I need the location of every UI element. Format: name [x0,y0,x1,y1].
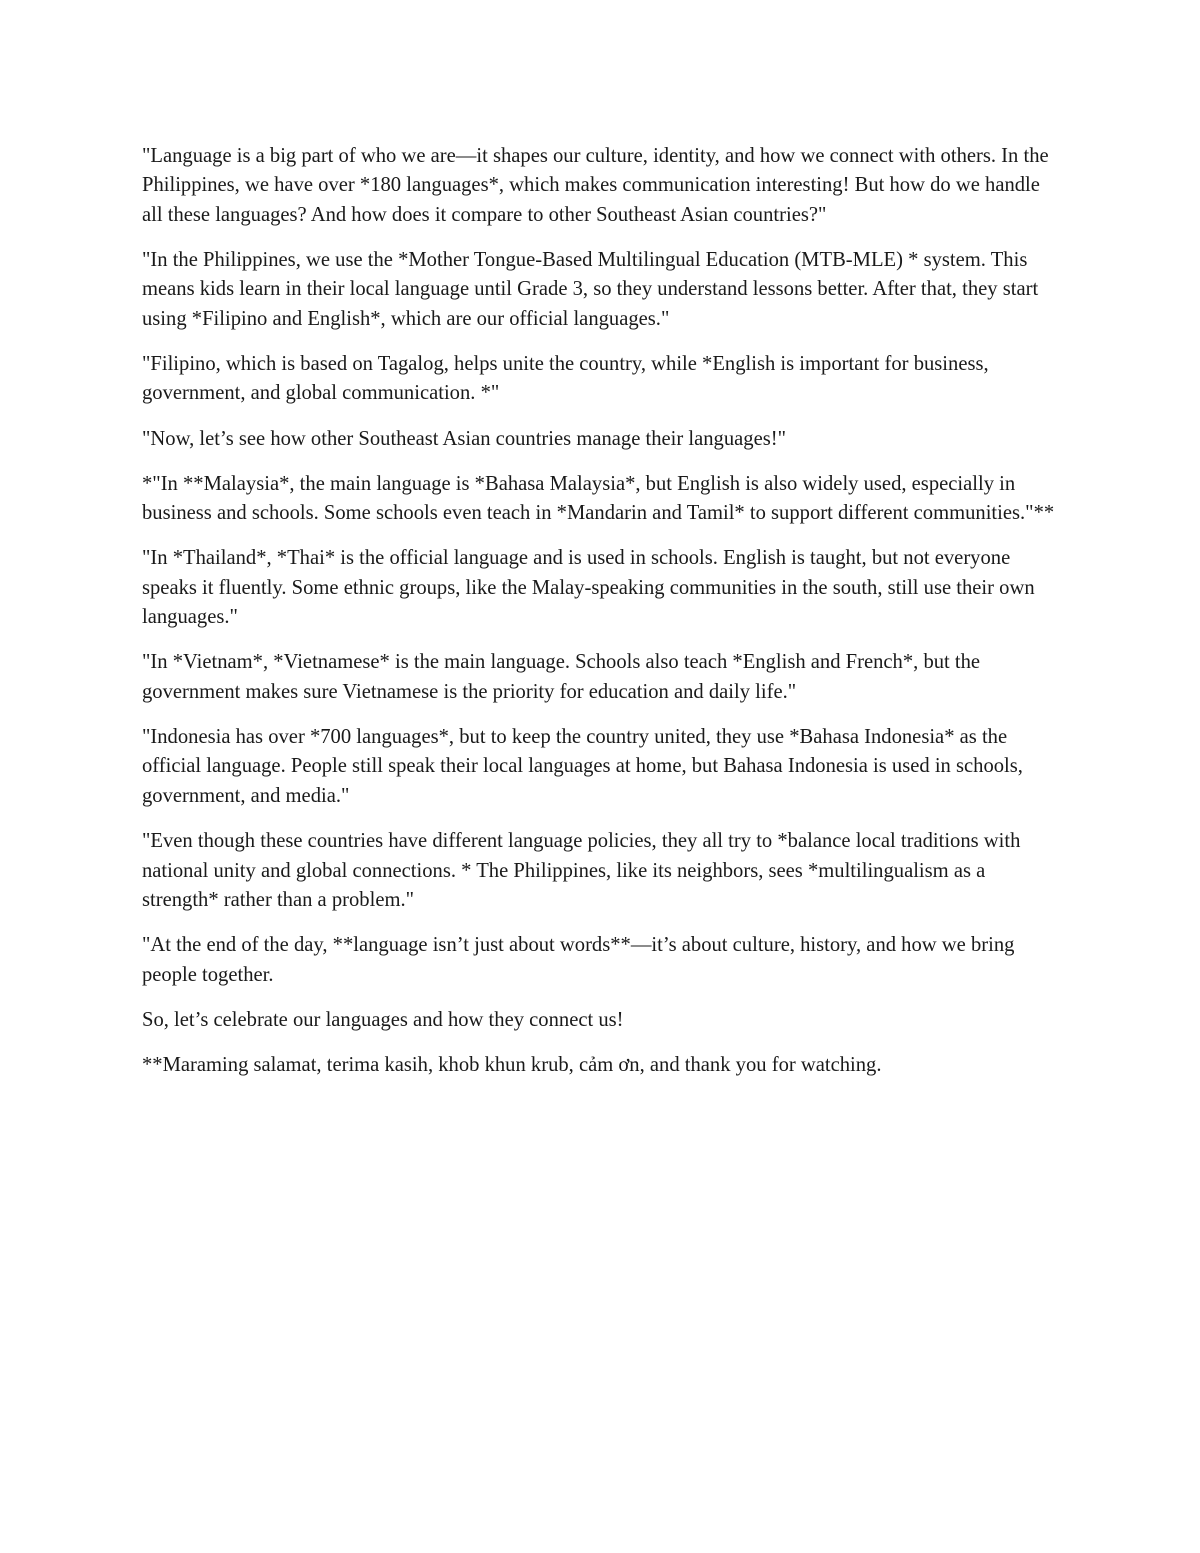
paragraph-philippines-mtb-mle: "In the Philippines, we use the *Mother Tongue-Based Multilingual Education (MTB-MLE) * system. This means kids learn in their local language until Grade 3, so they understand lessons better. After that, they start using *Filipino and English*, which are our official languages." [142,249,1039,330]
paragraph-malaysia: *"In **Malaysia*, the main language is *Bahasa Malaysia*, but English is also widely used, especially in business and schools. Some schools even teach in *Mandarin and Tamil* to support different communities."** [142,472,1055,525]
paragraph-intro: "Language is a big part of who we are—it shapes our culture, identity, and how we connect with others. In the Philippines, we have over *180 languages*, which makes communication interesting! But how do we handle all these languages? And how does it compare to other Southeast Asian countries?" [142,145,1049,226]
paragraph-thank-you: **Maraming salamat, terima kasih, khob khun krub, cảm ơn, and thank you for watching. [142,1053,882,1076]
paragraph-comparison: "Even though these countries have different language policies, they all try to *balance local traditions with national unity and global connections. * The Philippines, like its neighbors, sees *multilingualism as a strength* rather than a problem." [142,830,1021,911]
paragraph-indonesia: "Indonesia has over *700 languages*, but to keep the country united, they use *Bahasa Indonesia* as the official language. People still speak their local languages at home, but Bahasa Indonesia is used in schools, government, and media." [142,726,1023,807]
document-body [142,142,1064,1096]
paragraph-transition: "Now, let’s see how other Southeast Asian countries manage their languages!" [142,427,786,450]
paragraph-conclusion: "At the end of the day, **language isn’t just about words**—it’s about culture, history, and how we bring people together. [142,934,1015,986]
paragraph-thailand: "In *Thailand*, *Thai* is the official language and is used in schools. English is taught, but not everyone speaks it fluently. Some ethnic groups, like the Malay-speaking communities in the south, still use their own languages." [142,547,1035,629]
paragraph-filipino-english: "Filipino, which is based on Tagalog, helps unite the country, while *English is important for business, government, and global communication. *" [142,353,989,405]
paragraph-celebrate: So, let’s celebrate our languages and how they connect us! [142,1008,624,1031]
paragraph-vietnam: "In *Vietnam*, *Vietnamese* is the main language. Schools also teach *English and French*, but the government makes sure Vietnamese is the priority for education and daily life." [142,651,981,703]
